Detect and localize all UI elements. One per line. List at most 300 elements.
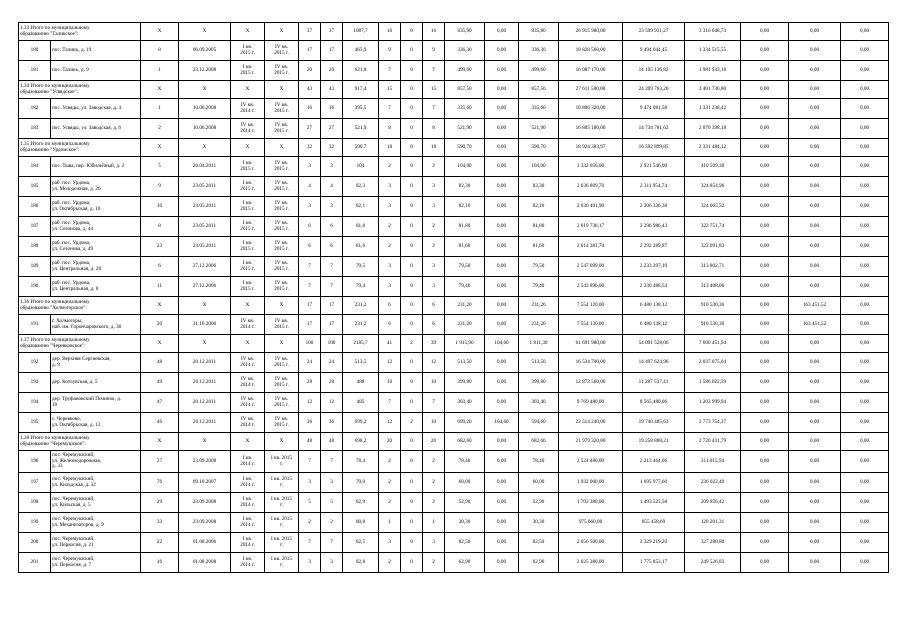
table-cell: 20.04.2011 (179, 157, 231, 177)
table-cell: 322 091,83 (685, 237, 741, 257)
table-cell: 0,00 (841, 335, 889, 353)
table-cell: 0,00 (485, 451, 519, 473)
table-cell: 2 331 484,12 (685, 139, 741, 157)
address-cell: пос. Черемушский, ул. Кильская, д. 5 (51, 493, 141, 513)
table-cell: 82,30 (519, 177, 559, 197)
table-cell: 52,90 (519, 493, 559, 513)
table-cell: IV кв. 2015 г. (265, 177, 299, 197)
table-cell: 0,00 (485, 81, 519, 99)
table-cell: 399,80 (445, 373, 485, 393)
table-cell: 27 611 500,00 (559, 81, 623, 99)
table-cell: 62,90 (519, 553, 559, 573)
table-cell: IV кв. 2014 г. (231, 393, 265, 413)
table-cell: 0,00 (741, 23, 789, 41)
table-cell: 6 (321, 217, 343, 237)
table-cell: IV кв. 2015 г. (265, 373, 299, 393)
table-cell: 6 (379, 315, 401, 335)
table-cell: 100 (321, 335, 343, 353)
table-cell: 835,80 (519, 23, 559, 41)
table-cell: 17 (299, 315, 321, 335)
table-body (19, 23, 889, 573)
table-cell: 2 329 219,20 (623, 533, 685, 553)
table-cell: 7 (379, 99, 401, 119)
table-cell: 37 (299, 23, 321, 41)
table-cell: 2 547 099,00 (559, 257, 623, 277)
table-cell: 9 (141, 177, 179, 197)
table-cell: 4 (321, 177, 343, 197)
row-number-cell: 188 (19, 237, 51, 257)
table-cell: 1 331 238,42 (685, 99, 741, 119)
table-cell: 0,00 (841, 353, 889, 373)
table-cell: 336,30 (519, 41, 559, 61)
table-cell: 0,00 (841, 533, 889, 553)
table-cell: 27.12.2006 (179, 277, 231, 297)
table-cell: I кв. 2015 г. (265, 473, 299, 493)
table-cell: 48 (321, 433, 343, 451)
table-cell: 7 (379, 61, 401, 81)
row-number-cell: 182 (19, 99, 51, 119)
table-cell: 2 070 398,18 (685, 119, 741, 139)
table-cell: X (265, 297, 299, 315)
table-cell: 231,20 (445, 297, 485, 315)
table-cell: 3 (321, 553, 343, 573)
table-cell: 3 (299, 553, 321, 573)
table-cell: 410 509,30 (685, 157, 741, 177)
table-cell: 82,3 (343, 177, 379, 197)
table-cell: 1 586 022,59 (685, 373, 741, 393)
table-cell: 6 (299, 217, 321, 237)
table-cell: 2 (379, 451, 401, 473)
table-cell: 0,00 (841, 413, 889, 433)
table-cell: 0,00 (789, 513, 841, 533)
table-cell: 3 (299, 197, 321, 217)
table-cell: IV кв. 2014 г. (231, 315, 265, 335)
table-cell: 0,00 (841, 473, 889, 493)
table-cell: 236 022,40 (685, 473, 741, 493)
table-cell: 52,90 (445, 493, 485, 513)
subtotal-label: 1.38 Итого по муниципальному образованию "Черемушское": (19, 433, 141, 451)
table-cell: 0,00 (485, 41, 519, 61)
subtotal-row (19, 81, 889, 99)
table-cell: 0,00 (485, 139, 519, 157)
table-cell: 104,60 (485, 335, 519, 353)
table-cell: IV кв. 2015 г. (265, 393, 299, 413)
table-cell: 0,00 (841, 493, 889, 513)
table-cell: 0,00 (485, 473, 519, 493)
table-cell: 79,0 (343, 473, 379, 493)
row-number-cell: 194 (19, 393, 51, 413)
table-cell: 20 (141, 315, 179, 335)
table-cell: 7 (321, 533, 343, 553)
table-cell: 7 (299, 277, 321, 297)
table-cell: 2 619 738,17 (559, 217, 623, 237)
table-cell: 23.05.2011 (179, 177, 231, 197)
table-cell: 23.05.2011 (179, 217, 231, 237)
table-cell: IV кв. 2015 г. (265, 315, 299, 335)
row-number-cell: 190 (19, 277, 51, 297)
table-cell: 1 (423, 513, 445, 533)
table-cell: 3 (299, 157, 321, 177)
table-cell: 20.12.2011 (179, 393, 231, 413)
table-row (19, 197, 889, 217)
table-cell: X (179, 81, 231, 99)
table-cell: 12 (321, 393, 343, 413)
table-cell: 0,00 (789, 139, 841, 157)
table-cell: 28 (321, 373, 343, 393)
table-cell: 10 (423, 373, 445, 393)
table-cell: 10.06.2008 (179, 119, 231, 139)
table-cell: 0 (401, 237, 423, 257)
table-cell: I кв. 2014 г. (231, 553, 265, 573)
table-cell: 0 (401, 99, 423, 119)
table-cell: I кв. 2015 г. (231, 177, 265, 197)
table-cell: 0 (401, 197, 423, 217)
table-cell: 1 775 853,17 (623, 553, 685, 573)
table-cell: 17 (321, 41, 343, 61)
table-cell: 0,00 (789, 393, 841, 413)
table-cell: 0,00 (741, 197, 789, 217)
table-cell: 0,00 (485, 217, 519, 237)
row-number-cell: 197 (19, 473, 51, 493)
table-cell: 0,00 (789, 23, 841, 41)
table-cell: 0,00 (789, 81, 841, 99)
table-cell: 0,00 (741, 533, 789, 553)
table-cell: 2 (423, 473, 445, 493)
table-cell: 917,4 (343, 81, 379, 99)
table-cell: 17 (321, 315, 343, 335)
table-cell: 10 (379, 373, 401, 393)
table-cell: IV кв. 2015 г. (265, 119, 299, 139)
table-cell: 0,00 (485, 315, 519, 335)
table-cell: 20.12.2011 (179, 373, 231, 393)
table-cell: X (265, 23, 299, 41)
table-cell: I кв. 2015 г. (265, 493, 299, 513)
table-cell: 322 751,74 (685, 217, 741, 237)
table-cell: 303,40 (445, 393, 485, 413)
table-cell: IV кв. 2014 г. (231, 353, 265, 373)
table-cell: 20 (321, 61, 343, 81)
table-cell: 3 (321, 157, 343, 177)
table-cell: 79,50 (519, 257, 559, 277)
table-cell: 0,00 (485, 373, 519, 393)
row-number-cell: 187 (19, 217, 51, 237)
table-cell: 3 (379, 177, 401, 197)
housing-program-table (18, 22, 889, 573)
table-cell: X (179, 139, 231, 157)
table-cell: X (141, 433, 179, 451)
table-cell: 0,00 (741, 433, 789, 451)
table-cell: 6 (321, 237, 343, 257)
table-cell: 23 599 931,27 (623, 23, 685, 41)
table-cell: IV кв. 2015 г. (265, 257, 299, 277)
table-cell: 485 (343, 393, 379, 413)
table-cell: 0,00 (741, 451, 789, 473)
table-cell: 1 (141, 99, 179, 119)
table-cell: 0,00 (741, 119, 789, 139)
table-cell: 698,2 (343, 433, 379, 451)
table-cell: 7 (423, 393, 445, 413)
table-cell: IV кв. 2014 г. (231, 119, 265, 139)
table-cell: 3 (423, 177, 445, 197)
table-cell: X (141, 81, 179, 99)
table-cell: 1 695 977,60 (623, 473, 685, 493)
table-cell: X (141, 297, 179, 315)
table-cell: 7 (321, 257, 343, 277)
table-cell: 0,00 (841, 197, 889, 217)
table-cell: 2 (423, 217, 445, 237)
table-cell: IV кв. 2015 г. (265, 99, 299, 119)
table-cell: 27 (299, 119, 321, 139)
table-cell: 1 915,90 (445, 335, 485, 353)
table-cell: 0,00 (485, 553, 519, 573)
table-cell: 0,00 (841, 553, 889, 573)
table-cell: 82,10 (519, 197, 559, 217)
table-cell: 0,00 (841, 373, 889, 393)
table-cell: X (179, 297, 231, 315)
table-cell: 0 (401, 433, 423, 451)
table-cell: 2 (423, 553, 445, 573)
table-cell: 0,00 (741, 513, 789, 533)
table-cell: 3 (423, 277, 445, 297)
table-cell: 2 (379, 473, 401, 493)
subtotal-label: 1.36 Итого по муниципальному образованию "Холмогорское": (19, 297, 141, 315)
table-cell: 20.12.2011 (179, 413, 231, 433)
table-cell: 18 (379, 139, 401, 157)
table-cell: 0,00 (841, 451, 889, 473)
row-number-cell: 195 (19, 413, 51, 433)
table-cell: 81,60 (519, 237, 559, 257)
table-cell: 28 (299, 373, 321, 393)
table-cell: 513,50 (519, 353, 559, 373)
table-cell: 7 600 451,94 (685, 335, 741, 353)
table-cell: 36 (321, 413, 343, 433)
table-row (19, 237, 889, 257)
address-cell: раб. пос. Урдома, ул. Молодежная, д. 26 (51, 177, 141, 197)
table-cell: 81,8 (343, 217, 379, 237)
table-cell: 15 (423, 81, 445, 99)
table-cell: 513,5 (343, 353, 379, 373)
table-cell: X (179, 335, 231, 353)
table-cell: 5 (321, 493, 343, 513)
table-cell: 9 494 044,45 (623, 41, 685, 61)
table-cell: 0,00 (485, 23, 519, 41)
table-row (19, 61, 889, 81)
table-cell: 0,00 (789, 493, 841, 513)
table-cell: 0,00 (841, 257, 889, 277)
table-cell: 395,5 (343, 99, 379, 119)
row-number-cell: 199 (19, 513, 51, 533)
table-cell: 2 720 431,79 (685, 433, 741, 451)
table-cell: 09.10.2007 (179, 473, 231, 493)
table-cell: 20 (379, 433, 401, 451)
table-cell: X (141, 139, 179, 157)
subtotal-label: 1.34 Итого по муниципальному образованию "Усвядское": (19, 81, 141, 99)
table-cell: 2 213 464,06 (623, 451, 685, 473)
table-row (19, 353, 889, 373)
table-cell: 16 (141, 553, 179, 573)
table-cell: 7 (321, 451, 343, 473)
table-cell: 0,00 (741, 493, 789, 513)
table-cell: 0,00 (841, 393, 889, 413)
table-cell: 23.05.2011 (179, 237, 231, 257)
table-cell: 7 (299, 451, 321, 473)
table-cell: I кв. 2015 г. (265, 451, 299, 473)
table-cell: 0 (401, 451, 423, 473)
table-cell: 0,00 (741, 553, 789, 573)
table-cell: 0,00 (485, 61, 519, 81)
table-cell: 3 332 056,00 (559, 157, 623, 177)
table-cell: 7 (423, 61, 445, 81)
table-cell: 48 (141, 353, 179, 373)
subtotal-label: 1.37 Итого по муниципальному образованию "Черевковское": (19, 335, 141, 353)
table-cell: 2 233 297,19 (623, 257, 685, 277)
table-cell: 32 (321, 139, 343, 157)
table-cell: 2 614 381,70 (559, 237, 623, 257)
table-cell: 2 (401, 335, 423, 353)
address-cell: раб. пос. Урдома, ул. Сезонова, д. 44 (51, 217, 141, 237)
table-row (19, 493, 889, 513)
address-cell: раб. пос. Урдома, ул. Октябрьская, д. 10 (51, 197, 141, 217)
table-cell: 0,00 (789, 99, 841, 119)
table-cell: 5 (299, 493, 321, 513)
table-row (19, 393, 889, 413)
table-cell: I кв. 2015 г. (231, 257, 265, 277)
table-cell: 2 773 754,37 (685, 413, 741, 433)
table-cell: 2 037 075,04 (685, 353, 741, 373)
table-cell: 39 (423, 335, 445, 353)
table-cell: 82,10 (445, 197, 485, 217)
table-cell: 303,40 (519, 393, 559, 413)
table-row (19, 373, 889, 393)
table-cell: 6 (141, 257, 179, 277)
table-row (19, 315, 889, 335)
table-cell: 12 (379, 413, 401, 433)
table-cell: 0,00 (741, 353, 789, 373)
address-cell: пос. Черемушский, ул. Железнодорожная, д. 33 (51, 451, 141, 473)
table-cell: 324 065,52 (685, 197, 741, 217)
table-cell: 0 (401, 61, 423, 81)
table-cell: 0 (401, 473, 423, 493)
table-cell: 22 (141, 533, 179, 553)
table-cell: 79,4 (343, 277, 379, 297)
table-cell: 313 802,71 (685, 257, 741, 277)
subtotal-row (19, 297, 889, 315)
table-cell: 0,00 (789, 533, 841, 553)
table-cell: 10 (423, 413, 445, 433)
table-cell: 104 (343, 157, 379, 177)
table-cell: 79,40 (519, 277, 559, 297)
table-cell: I кв. 2015 г. (231, 157, 265, 177)
table-cell: 0,00 (789, 197, 841, 217)
row-number-cell: 180 (19, 41, 51, 61)
table-cell: 0 (401, 353, 423, 373)
table-cell: 0 (401, 297, 423, 315)
table-cell: 19 740 485,63 (623, 413, 685, 433)
table-cell: IV кв. 2015 г. (265, 157, 299, 177)
table-cell: IV кв. 2015 г. (265, 237, 299, 257)
table-cell: 27 (321, 119, 343, 139)
address-cell: пос. Черемушский, ул. Кильдская, д. 32 (51, 473, 141, 493)
table-cell: 499,60 (445, 61, 485, 81)
table-cell: 54 091 528,06 (623, 335, 685, 353)
table-cell: 47 (141, 393, 179, 413)
table-cell: 0,00 (485, 433, 519, 451)
table-cell: 104,00 (519, 157, 559, 177)
table-cell: 0,00 (841, 217, 889, 237)
table-cell: 82,30 (445, 177, 485, 197)
table-cell: 975 660,00 (559, 513, 623, 533)
table-cell: 81,6 (343, 237, 379, 257)
table-cell: 0,00 (841, 157, 889, 177)
table-cell: 4 (299, 177, 321, 197)
table-cell: X (265, 81, 299, 99)
table-cell: 521,9 (343, 119, 379, 139)
table-cell: 16 (321, 99, 343, 119)
table-cell: 0,00 (841, 315, 889, 335)
table-cell: 46 (141, 413, 179, 433)
table-cell: 0,00 (741, 315, 789, 335)
table-cell: 26 915 980,00 (559, 23, 623, 41)
table-cell: 23.12.2008 (179, 61, 231, 81)
table-cell: I кв. 2015 г. (265, 533, 299, 553)
table-cell: 0,00 (741, 157, 789, 177)
table-cell: 0,00 (485, 277, 519, 297)
table-cell: 1 811,30 (519, 335, 559, 353)
table-cell: 23.09.2008 (179, 513, 231, 533)
address-cell: дер. Котлувская, д. 5 (51, 373, 141, 393)
table-cell: 23.05.2011 (179, 197, 231, 217)
table-cell: IV кв. 2015 г. (265, 61, 299, 81)
address-cell: пос. Усвяды, ул. Заводская, д. 6 (51, 119, 141, 139)
table-cell: I кв. 2015 г. (265, 513, 299, 533)
table-cell: 82,50 (445, 533, 485, 553)
table-cell: 78,40 (519, 451, 559, 473)
table-cell: IV кв. 2015 г. (265, 277, 299, 297)
table-cell: 0,00 (841, 237, 889, 257)
table-cell: 79,5 (343, 257, 379, 277)
table-cell: 231,2 (343, 315, 379, 335)
table-cell: 521,90 (445, 119, 485, 139)
table-row (19, 553, 889, 573)
table-cell: 0,00 (741, 393, 789, 413)
row-number-cell: 183 (19, 119, 51, 139)
table-cell: 7 (379, 393, 401, 413)
table-cell: IV кв. 2014 г. (231, 99, 265, 119)
table-cell: 2185,7 (343, 335, 379, 353)
address-cell: пос. Усвяды, ул. Заводская, д. 4 (51, 99, 141, 119)
table-cell: 19 258 888,21 (623, 433, 685, 451)
table-cell: 499,60 (519, 61, 559, 81)
table-cell: 0,00 (789, 277, 841, 297)
table-cell: 36 (299, 413, 321, 433)
table-cell: 1 (141, 61, 179, 81)
table-cell: X (265, 433, 299, 451)
table-cell: 3 (321, 473, 343, 493)
table-cell: 12 873 560,00 (559, 373, 623, 393)
table-row (19, 99, 889, 119)
table-row (19, 157, 889, 177)
table-cell: 17 (299, 297, 321, 315)
table-cell: 3 316 048,73 (685, 23, 741, 41)
address-cell: раб. пос. Урдома, ул. Центральная, д. 28 (51, 257, 141, 277)
table-cell: 18 (423, 139, 445, 157)
table-cell: 16 (379, 23, 401, 41)
table-cell: 10 828 560,00 (559, 41, 623, 61)
table-cell: 1 (379, 513, 401, 533)
table-cell: 104,00 (445, 157, 485, 177)
row-number-cell: 200 (19, 533, 51, 553)
table-cell: 3 (423, 533, 445, 553)
